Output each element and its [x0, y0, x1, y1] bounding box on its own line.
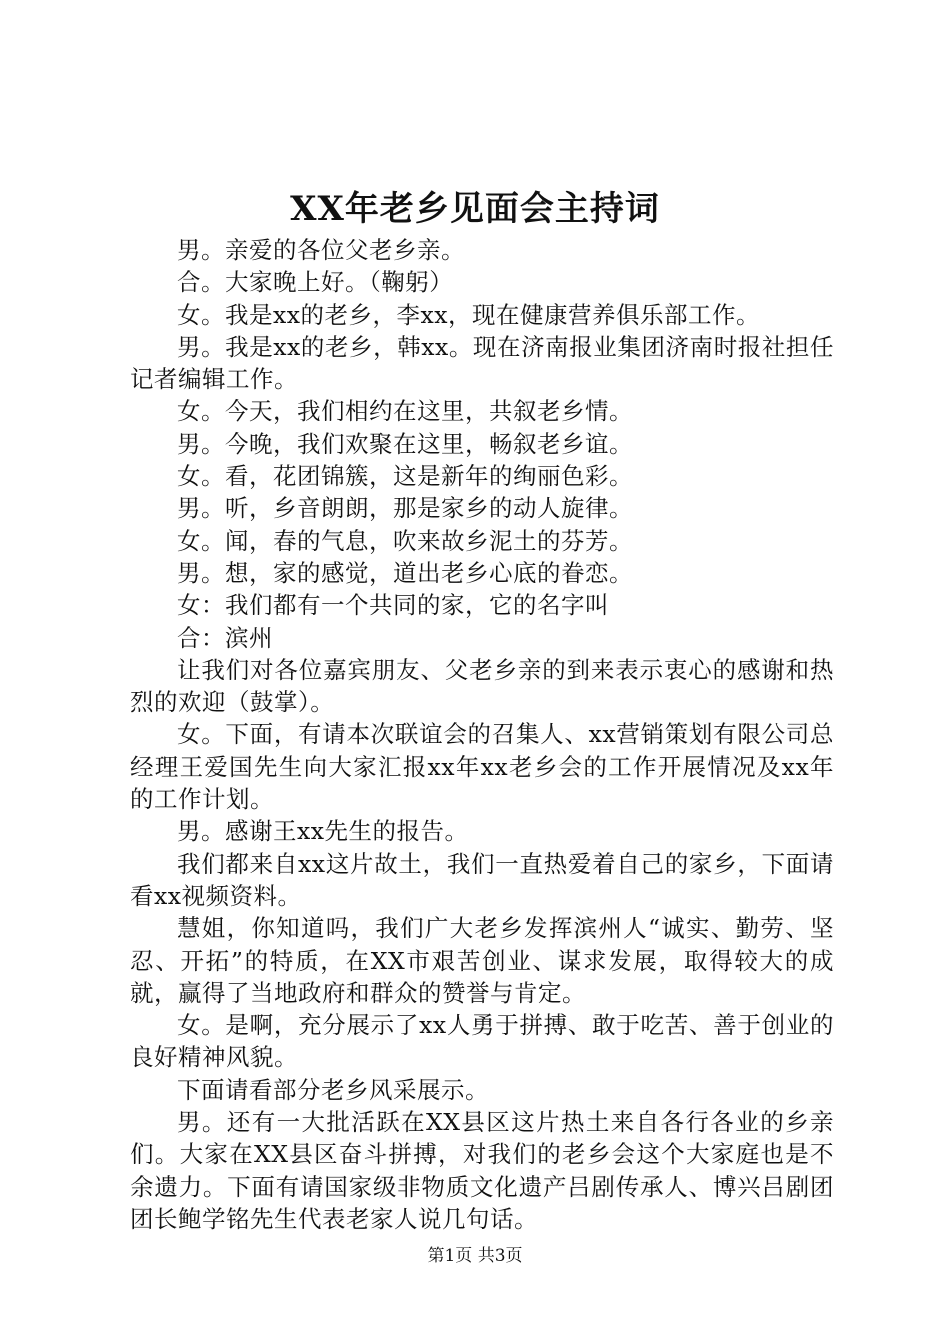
paragraph: 女。是啊，充分展示了xx人勇于拼搏、敢于吃苦、善于创业的良好精神风貌。	[130, 1011, 834, 1072]
paragraph: 男。我是xx的老乡，韩xx。现在济南报业集团济南时报社担任记者编辑工作。	[130, 332, 834, 394]
paragraph: 男。感谢王xx先生的报告。	[177, 817, 469, 846]
paragraph: 女。看，花团锦簇，这是新年的绚丽色彩。	[177, 462, 633, 491]
document-body	[130, 234, 834, 1235]
paragraph: 合：滨州	[177, 623, 273, 652]
paragraph: 男。还有一大批活跃在XX县区这片热土来自各行各业的乡亲们。大家在XX县区奋斗拼搏，对我们的老乡会这个大家庭也是不余遗力。下面有请国家级非物质文化遗产吕剧传承人、博兴吕剧团团长鲍学铭先生代表老家人说几句话。	[130, 1108, 834, 1233]
paragraph: 我们都来自xx这片故土，我们一直热爱着自己的家乡，下面请看xx视频资料。	[130, 849, 834, 910]
paragraph: 男。今晚，我们欢聚在这里，畅叙老乡谊。	[177, 429, 633, 458]
paragraph: 男。听，乡音朗朗，那是家乡的动人旋律。	[177, 494, 633, 523]
page-footer: 第1页 共3页	[427, 1246, 523, 1266]
paragraph: 女。我是xx的老乡，李xx，现在健康营养俱乐部工作。	[177, 300, 761, 329]
document-title: XX年老乡见面会主持词	[290, 189, 660, 229]
paragraph: 下面请看部分老乡风采展示。	[177, 1075, 489, 1104]
paragraph: 男。想，家的感觉，道出老乡心底的眷恋。	[177, 558, 633, 587]
paragraph: 女。闻，春的气息，吹来故乡泥土的芬芳。	[177, 526, 633, 555]
paragraph: 女。下面，有请本次联谊会的召集人、xx营销策划有限公司总经理王爱国先生向大家汇报xx年xx老乡会的工作开展情况及xx年的工作计划。	[130, 720, 834, 814]
paragraph: 男。亲爱的各位父老乡亲。	[177, 236, 465, 264]
paragraph: 合。大家晚上好。（鞠躬）	[177, 268, 454, 297]
paragraph: 女。今天，我们相约在这里，共叙老乡情。	[177, 397, 633, 426]
paragraph: 女：我们都有一个共同的家，它的名字叫	[177, 591, 609, 620]
paragraph: 让我们对各位嘉宾朋友、父老乡亲的到来表示衷心的感谢和热烈的欢迎（鼓掌）。	[130, 655, 834, 717]
paragraph: 慧姐，你知道吗，我们广大老乡发挥滨州人“诚实、勤劳、坚忍、开拓”的特质，在XX市艰苦创业、谋求发展，取得较大的成就，赢得了当地政府和群众的赞誉与肯定。	[130, 914, 834, 1007]
